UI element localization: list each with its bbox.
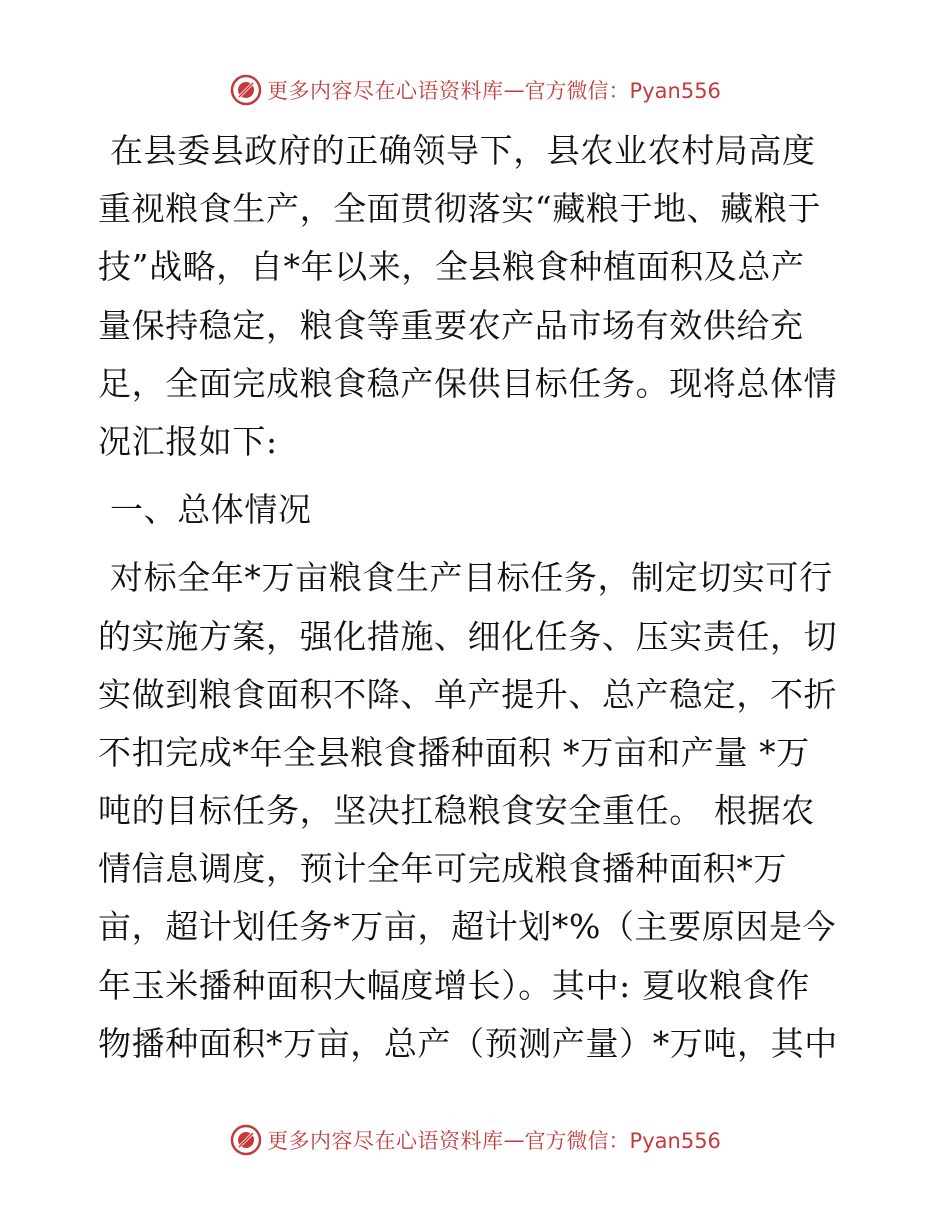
watermark-footer [0, 1120, 950, 1160]
watermark-text: 更多内容尽在心语资料库 [267, 79, 504, 103]
text-line: 的实施方案，强化措施、细化任务、压实责任，切 [98, 616, 838, 656]
text-line: 对标全年*万亩粮食生产目标任务，制定切实可行 [110, 558, 833, 598]
text-line: 不扣完成*年全县粮食播种面积 *万亩和产量 *万 [98, 732, 810, 772]
paragraph-intro [98, 122, 850, 471]
text-line: 年玉米播种面积大幅度增长）。其中: 夏收粮食作 [98, 965, 810, 1005]
text-line: 实做到粮食面积不降、单产提升、总产稳定，不折 [98, 674, 838, 714]
text-line: 在县委县政府的正确领导下，县农业农村局高度 [110, 131, 816, 170]
watermark-text: 更多内容尽在心语资料库 [267, 1129, 504, 1153]
watermark-contact: 官方微信：Pyan556 [524, 79, 721, 103]
text-line: 况汇报如下: [98, 421, 278, 461]
watermark-separator: — [503, 1128, 525, 1152]
seal-logo-icon [229, 73, 263, 107]
paragraph-overview [98, 549, 850, 1073]
watermark-separator: — [503, 78, 525, 102]
text-line: 吨的目标任务，坚决扛稳粮食安全重任。 根据农 [98, 791, 815, 831]
text-line: 物播种面积*万亩，总产（预测产量）*万吨，其中 [98, 1023, 838, 1063]
document-body [98, 122, 850, 1073]
text-line: 重视粮食生产，全面贯彻落实“藏粮于地、藏粮于 [98, 189, 822, 229]
text-line: 量保持稳定，粮食等重要农产品市场有效供给充 [98, 305, 804, 345]
text-line: 技”战略，自*年以来，全县粮食种植面积及总产 [98, 247, 805, 287]
section-heading: 一、总体情况 [110, 490, 312, 530]
watermark-header [0, 70, 950, 110]
text-line: 足，全面完成粮食稳产保供目标任务。现将总体情 [98, 363, 838, 403]
text-line: 亩，超计划任务*万亩，超计划*%（主要原因是今 [98, 907, 837, 947]
watermark-contact: 官方微信：Pyan556 [524, 1129, 721, 1153]
seal-logo-icon [229, 1123, 263, 1157]
text-line: 情信息调度，预计全年可完成粮食播种面积*万 [98, 849, 788, 889]
